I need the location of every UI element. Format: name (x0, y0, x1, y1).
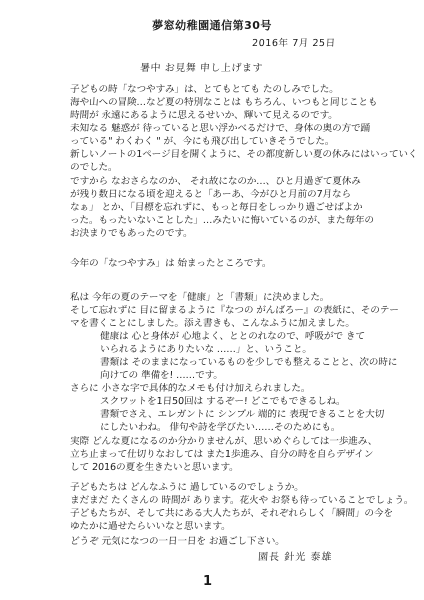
text-line: ゆたかに過せたらいいなと思います。 (69, 521, 231, 532)
text-line: お決まりでもあったのです。 (69, 228, 193, 239)
text-line: っている" わくわく " が、今にも飛び出していきそうでした。 (69, 136, 335, 147)
text-line: マを書くことにしました。添え書きも、こんなふうに加えました。 (69, 318, 356, 329)
text-line: さらに 小さな字で具体的なメモも付け加えられました。 (69, 383, 311, 394)
text-line: 時間が 永遠にあるように思えるせいか、輝いて見えるのです。 (69, 110, 339, 121)
text-line: 書類でさえ、エレガントに シンプル 端的に 表現できることを大切 (99, 409, 385, 420)
newsletter-title: 夢窓幼稚園通信第30号 (152, 19, 272, 32)
text-line: 今年の「なつやすみ」は 始まったところです。 (69, 258, 272, 269)
summer-greeting: 暑中 お見舞 申し上げます (139, 63, 264, 74)
text-line: 立ち止まって仕切りなおしては また1歩進み、自分の時を自らデザイン (69, 449, 374, 460)
text-line: いられるようにありたいな ……」と、いうこと。 (99, 344, 313, 355)
text-line: 子どもたちが、そして共にある大人たちが、それぞれらしく「瞬間」の今を (69, 508, 394, 519)
text-line: った。もったいないことした」…みたいに悔いているのが、また毎年の (69, 215, 375, 226)
text-line: にしたいわね。 俳句や詩を学びたい……そのためにも。 (99, 422, 341, 433)
text-line: そして忘れずに 目に留まるように『なつの がんばろー』の表紙に、そのテー (69, 305, 400, 316)
text-line: のでした。 (69, 162, 118, 173)
text-line: 子どもの時「なつやすみ」は、とてもとても たのしみでした。 (69, 84, 340, 95)
newsletter-date: 2016年 7月 25日 (251, 38, 336, 49)
text-line: 向けての 準備を! ……です。 (99, 370, 224, 381)
text-line: 新しいノートの1ページ目を開くように、その都度新しい夏の休みにはいっていく (69, 149, 418, 160)
text-line: 未知なる 魅惑が 待っていると思い浮かべるだけで、身体の奥の方で踊 (69, 123, 371, 134)
closing-line: どうぞ 元気になつの一日一日を お過ごし下さい。 (69, 536, 286, 547)
text-line: 海や山への冒険…など夏の特別なことは もちろん、いつもと同じことも (69, 97, 378, 108)
text-line: 健康は 心と身体が 心地よく、ととのれなので、呼吸がで きて (99, 331, 366, 342)
text-line: なぁ」 とか、「目標を忘れずに、もっと毎日をしっかり過ごせばよか (69, 202, 363, 213)
text-line: 子どもたちは どんなふうに 過しているのでしょうか。 (69, 482, 305, 493)
text-line: 実際 どんな夏になるのか分かりませんが、思いめぐらしては一歩進み、 (69, 436, 378, 447)
signature: 園長 針光 泰雄 (257, 552, 333, 563)
text-line: スクワットを1日50回は するぞー! どこでもできるしね。 (99, 396, 346, 407)
text-line: ですから なおさらなのか、 それ故になのか…、ひと月過ぎて夏休み (69, 176, 362, 187)
text-line: 私は 今年の夏のテーマを「健康」と「書類」に決めました。 (69, 292, 330, 303)
text-line: まだまだ たくさんの 時間が あります。花火や お祭も待っていることでしょう。 (69, 495, 414, 506)
page-number: 1 (203, 574, 213, 589)
text-line: 書類は そのままになっているものを少しでも整えることと、次の時に (99, 357, 398, 368)
text-line: が残り数日になる頃を迎えると「あーあ、今がひと月前の7月なら (69, 189, 352, 200)
text-line: して 2016の夏を生きたいと思います。 (69, 462, 239, 473)
